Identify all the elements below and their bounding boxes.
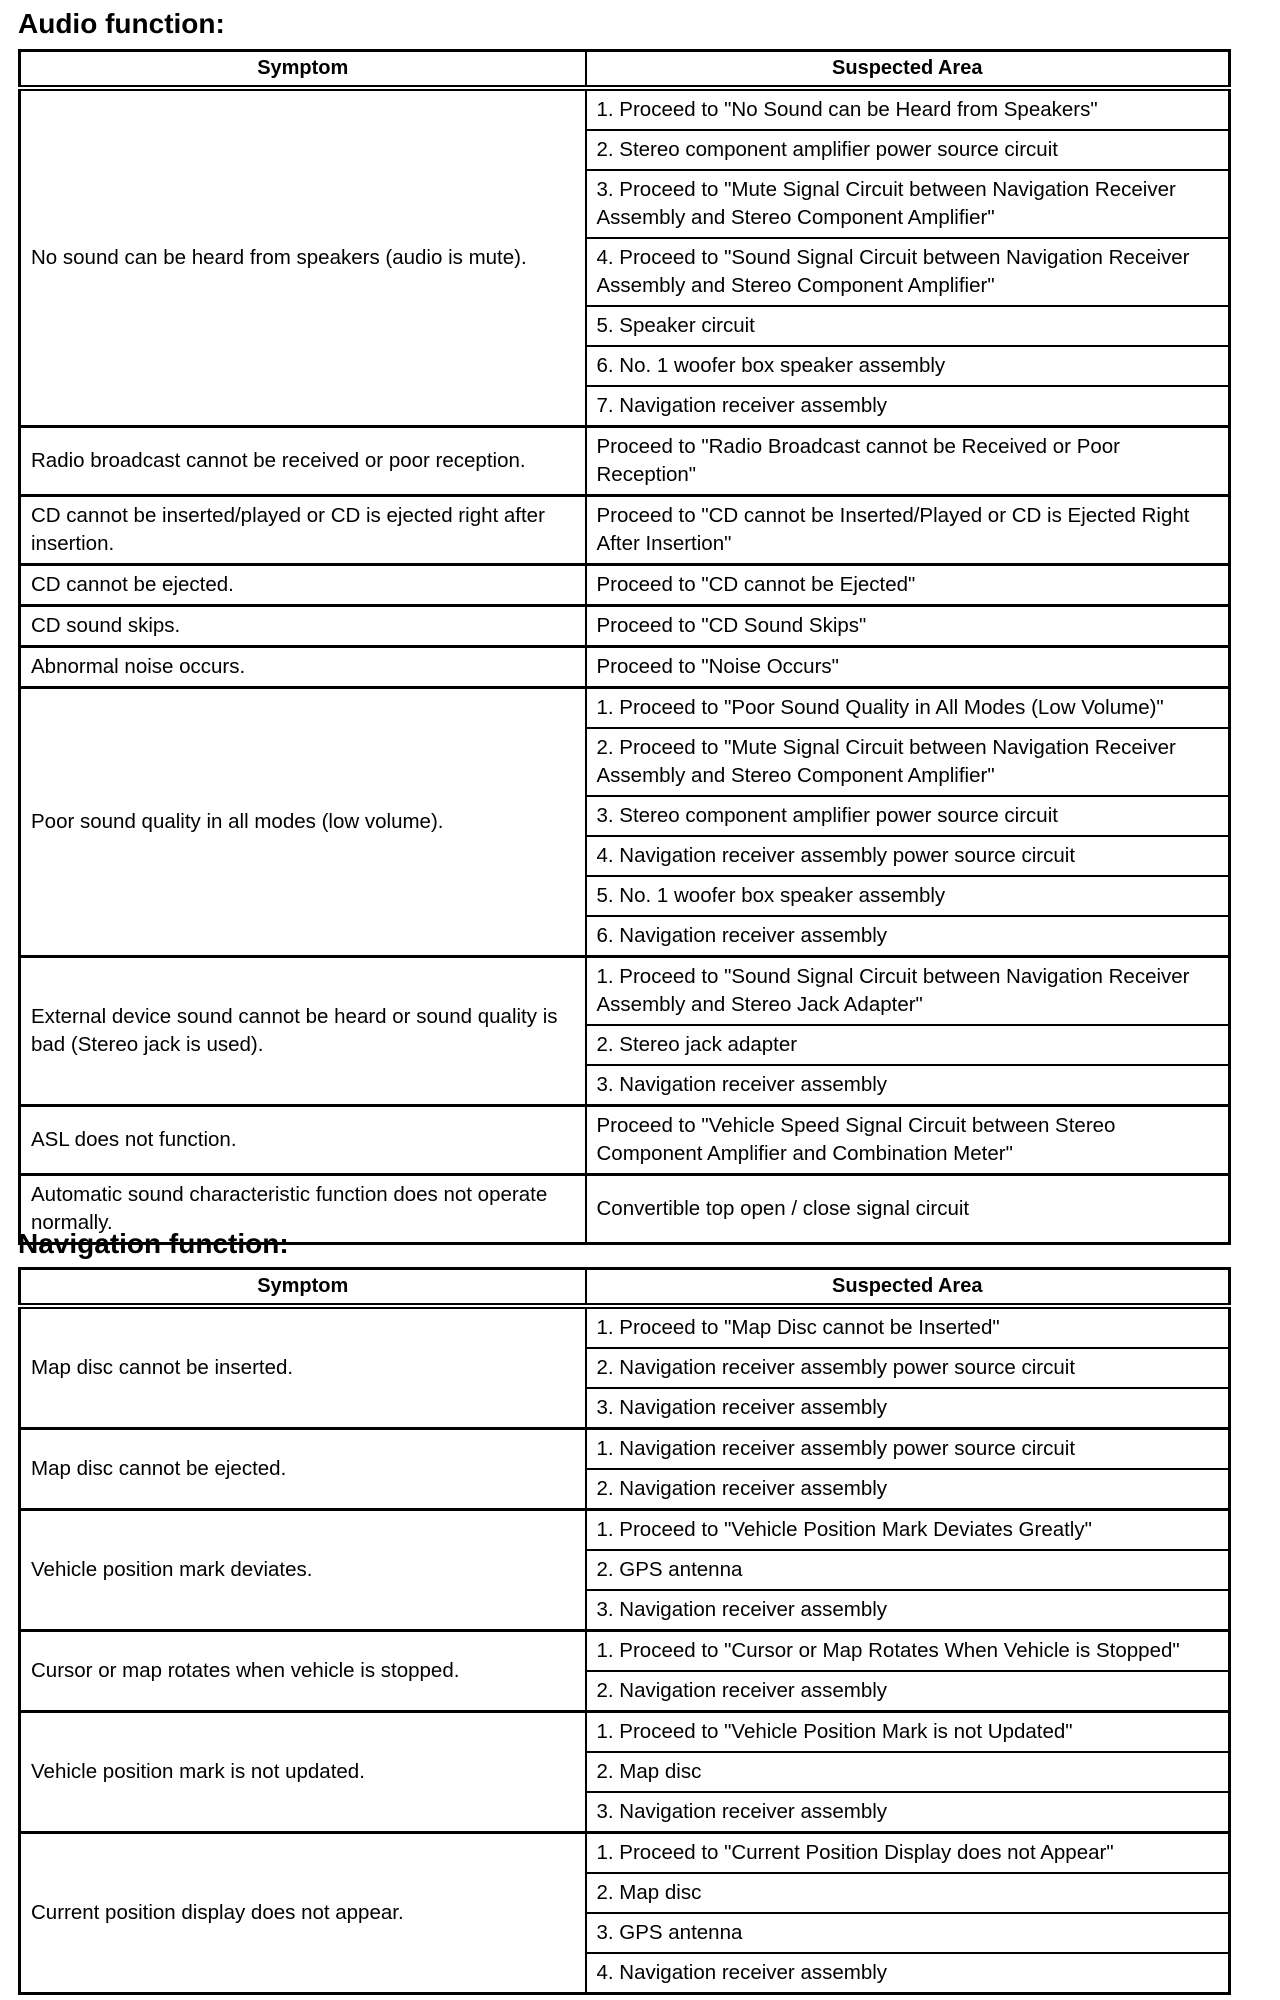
table-row <box>20 647 1230 688</box>
symptom-cell: CD sound skips. <box>20 606 586 647</box>
table-row <box>20 1631 1230 1672</box>
suspected-area-cell: 6. Navigation receiver assembly <box>586 916 1230 957</box>
suspected-area-cell: 2. Proceed to "Mute Signal Circuit between Navigation Receiver Assembly and Stereo Component Amplifier" <box>586 728 1230 796</box>
symptom-cell: Automatic sound characteristic function does not operate normally. <box>20 1175 586 1244</box>
symptom-column-header: Symptom <box>20 51 586 89</box>
suspected-area-cell: 4. Proceed to "Sound Signal Circuit between Navigation Receiver Assembly and Stereo Component Amplifier" <box>586 238 1230 306</box>
symptom-column-header: Symptom <box>20 1269 586 1307</box>
suspected-area-cell: 2. Map disc <box>586 1873 1230 1913</box>
suspected-area-cell: Convertible top open / close signal circuit <box>586 1175 1230 1244</box>
suspected-area-cell: 3. Navigation receiver assembly <box>586 1388 1230 1429</box>
audio-troubleshooting-table <box>18 49 1231 1245</box>
suspected-area-cell: 1. Navigation receiver assembly power source circuit <box>586 1429 1230 1470</box>
suspected-area-cell: 2. Stereo component amplifier power source circuit <box>586 130 1230 170</box>
suspected-area-cell: 3. Proceed to "Mute Signal Circuit between Navigation Receiver Assembly and Stereo Component Amplifier" <box>586 170 1230 238</box>
suspected-area-cell: 2. Navigation receiver assembly power source circuit <box>586 1348 1230 1388</box>
symptom-cell: Vehicle position mark deviates. <box>20 1510 586 1631</box>
table-row <box>20 565 1230 606</box>
suspected-area-cell: 5. Speaker circuit <box>586 306 1230 346</box>
symptom-cell: ASL does not function. <box>20 1106 586 1175</box>
suspected-area-cell: 2. GPS antenna <box>586 1550 1230 1590</box>
suspected-area-cell: Proceed to "CD Sound Skips" <box>586 606 1230 647</box>
suspected-area-cell: Proceed to "CD cannot be Ejected" <box>586 565 1230 606</box>
symptom-cell: Current position display does not appear. <box>20 1833 586 1994</box>
suspected-area-cell: 1. Proceed to "Current Position Display does not Appear" <box>586 1833 1230 1874</box>
suspected-area-cell: Proceed to "Vehicle Speed Signal Circuit between Stereo Component Amplifier and Combination Meter" <box>586 1106 1230 1175</box>
symptom-cell: Map disc cannot be inserted. <box>20 1306 586 1429</box>
suspected-area-cell: 3. Navigation receiver assembly <box>586 1590 1230 1631</box>
symptom-cell: Radio broadcast cannot be received or poor reception. <box>20 427 586 496</box>
table-header-row <box>20 1269 1230 1307</box>
table-row <box>20 688 1230 729</box>
table-row <box>20 427 1230 496</box>
symptom-cell: CD cannot be ejected. <box>20 565 586 606</box>
suspected-area-column-header: Suspected Area <box>586 1269 1230 1307</box>
symptom-cell: External device sound cannot be heard or sound quality is bad (Stereo jack is used). <box>20 957 586 1106</box>
suspected-area-cell: 1. Proceed to "Vehicle Position Mark Deviates Greatly" <box>586 1510 1230 1551</box>
suspected-area-cell: 2. Map disc <box>586 1752 1230 1792</box>
navigation-section-title: Navigation function: <box>18 1228 289 1259</box>
navigation-troubleshooting-table <box>18 1267 1231 1995</box>
table-row <box>20 1510 1230 1551</box>
table-row <box>20 606 1230 647</box>
table-row <box>20 957 1230 1026</box>
symptom-cell: CD cannot be inserted/played or CD is ejected right after insertion. <box>20 496 586 565</box>
symptom-cell: Poor sound quality in all modes (low volume). <box>20 688 586 957</box>
suspected-area-cell: 1. Proceed to "No Sound can be Heard from Speakers" <box>586 88 1230 130</box>
symptom-cell: Abnormal noise occurs. <box>20 647 586 688</box>
suspected-area-cell: 3. Navigation receiver assembly <box>586 1792 1230 1833</box>
table-row <box>20 1429 1230 1470</box>
suspected-area-cell: 2. Stereo jack adapter <box>586 1025 1230 1065</box>
table-row <box>20 496 1230 565</box>
suspected-area-cell: 1. Proceed to "Cursor or Map Rotates When Vehicle is Stopped" <box>586 1631 1230 1672</box>
suspected-area-cell: 2. Navigation receiver assembly <box>586 1469 1230 1510</box>
suspected-area-cell: 1. Proceed to "Sound Signal Circuit between Navigation Receiver Assembly and Stereo Jack Adapter" <box>586 957 1230 1026</box>
suspected-area-column-header: Suspected Area <box>586 51 1230 89</box>
table-row <box>20 1306 1230 1348</box>
symptom-cell: Map disc cannot be ejected. <box>20 1429 586 1510</box>
suspected-area-cell: Proceed to "Noise Occurs" <box>586 647 1230 688</box>
suspected-area-cell: 1. Proceed to "Poor Sound Quality in All Modes (Low Volume)" <box>586 688 1230 729</box>
table-row <box>20 1833 1230 1874</box>
suspected-area-cell: 4. Navigation receiver assembly <box>586 1953 1230 1994</box>
suspected-area-cell: 2. Navigation receiver assembly <box>586 1671 1230 1712</box>
suspected-area-cell: 3. GPS antenna <box>586 1913 1230 1953</box>
suspected-area-cell: 1. Proceed to "Vehicle Position Mark is not Updated" <box>586 1712 1230 1753</box>
suspected-area-cell: 7. Navigation receiver assembly <box>586 386 1230 427</box>
suspected-area-cell: Proceed to "CD cannot be Inserted/Played or CD is Ejected Right After Insertion" <box>586 496 1230 565</box>
suspected-area-cell: 1. Proceed to "Map Disc cannot be Inserted" <box>586 1306 1230 1348</box>
suspected-area-cell: 5. No. 1 woofer box speaker assembly <box>586 876 1230 916</box>
table-row <box>20 1106 1230 1175</box>
suspected-area-cell: 3. Navigation receiver assembly <box>586 1065 1230 1106</box>
table-row <box>20 1712 1230 1753</box>
table-row <box>20 88 1230 130</box>
suspected-area-cell: 4. Navigation receiver assembly power source circuit <box>586 836 1230 876</box>
audio-section-title: Audio function: <box>18 8 225 39</box>
suspected-area-cell: 3. Stereo component amplifier power source circuit <box>586 796 1230 836</box>
symptom-cell: Vehicle position mark is not updated. <box>20 1712 586 1833</box>
suspected-area-cell: Proceed to "Radio Broadcast cannot be Received or Poor Reception" <box>586 427 1230 496</box>
suspected-area-cell: 6. No. 1 woofer box speaker assembly <box>586 346 1230 386</box>
table-header-row <box>20 51 1230 89</box>
symptom-cell: No sound can be heard from speakers (audio is mute). <box>20 88 586 427</box>
symptom-cell: Cursor or map rotates when vehicle is stopped. <box>20 1631 586 1712</box>
